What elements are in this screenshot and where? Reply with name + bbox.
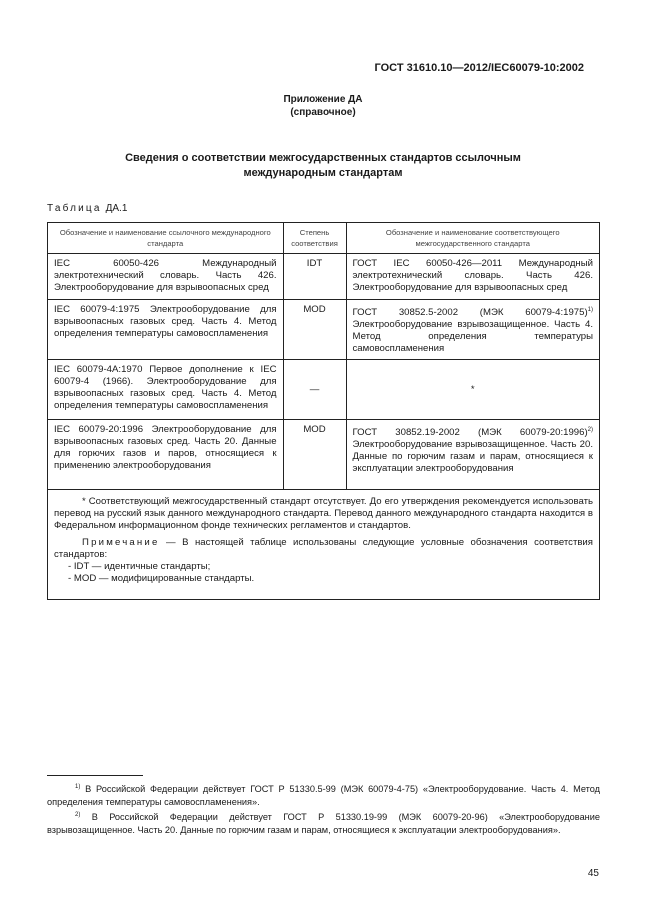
star-note: * Соответствующий межгосударственный стандарт отсутствует. До его утверждения рекомендуется использовать перевод на русский язык данного международного стандарта. Перевод данного международного стандарта находится в Федеральном информационном фонде технических регламентов и стандартов. bbox=[54, 496, 593, 531]
appendix-subtitle: (справочное) bbox=[290, 107, 356, 118]
footnotes bbox=[47, 781, 600, 837]
gost-title: Электрооборудование взрывозащищенное. Часть 20. Данные по горючим газам и парам, относящиеся к эксплуатации электрооборудования bbox=[352, 439, 593, 474]
cell-degree: MOD bbox=[283, 300, 346, 360]
header-intl: Обозначение и наименование ссылочного международного стандарта bbox=[48, 223, 284, 254]
footnote-ref: 2) bbox=[587, 427, 593, 433]
document-header: ГОСТ 31610.10—2012/IEC60079-10:2002 bbox=[374, 62, 584, 74]
table-row bbox=[48, 300, 600, 360]
appendix-title: Приложение ДА bbox=[283, 94, 363, 105]
footnote-mark: 2) bbox=[75, 812, 81, 818]
section-title bbox=[90, 151, 556, 181]
page-number: 45 bbox=[587, 868, 599, 879]
gost-title: Электрооборудование взрывозащищенное. Часть 4. Метод определения температуры самовоспламенения bbox=[352, 319, 593, 354]
footnote-text: В Российской Федерации действует ГОСТ Р 51330.19-99 (МЭК 60079-20-96) «Электрооборудование взрывозащищенное. Часть 20. Данные по горючим газам и парам, относящиеся к эксплуатации электрооборудования». bbox=[47, 812, 600, 835]
cell-intl: IEC 60079-4A:1970 Первое дополнение к IEC 60079-4 (1966). Электрооборудование для взрывоопасных газовых сред. Часть 4. Метод определения температуры самовоспламенения bbox=[48, 360, 284, 420]
table-row bbox=[48, 360, 600, 420]
cell-gost: ГОСТ IEC 60050-426—2011 Международный электротехнический словарь. Часть 426. Электрооборудование для взрывоопасных сред bbox=[346, 254, 600, 300]
table-caption bbox=[47, 203, 127, 214]
correspondence-table bbox=[47, 222, 600, 600]
section-title-line2: международным стандартам bbox=[243, 167, 403, 179]
footnote-text: В Российской Федерации действует ГОСТ Р 51330.5-99 (МЭК 60079-4-75) «Электрооборудование. Часть 4. Метод определения температуры самовоспламенения». bbox=[47, 784, 600, 807]
note-text: — В настоящей таблице использованы следующие условные обозначения соответствия стандартов: bbox=[54, 537, 593, 560]
appendix-heading bbox=[0, 93, 646, 119]
note-item: - IDT — идентичные стандарты; bbox=[68, 561, 211, 572]
cell-intl: IEC 60050-426 Международный электротехнический словарь. Часть 426. Электрооборудование для взрывоопасных сред bbox=[48, 254, 284, 300]
footnote-ref: 1) bbox=[587, 307, 593, 313]
note bbox=[54, 537, 593, 561]
cell-gost bbox=[346, 300, 600, 360]
footnote-divider bbox=[47, 775, 143, 776]
table-header-row bbox=[48, 223, 600, 254]
table-notes bbox=[48, 490, 600, 600]
footnote-mark: 1) bbox=[75, 784, 81, 790]
cell-intl: IEC 60079-4:1975 Электрооборудование для взрывоопасных газовых сред. Часть 4. Метод определения температуры самовоспламенения bbox=[48, 300, 284, 360]
table-row bbox=[48, 254, 600, 300]
cell-degree: IDT bbox=[283, 254, 346, 300]
gost-id: ГОСТ 30852.5-2002 (МЭК 60079-4:1975) bbox=[352, 307, 588, 318]
section-title-line1: Сведения о соответствии межгосударственных стандартов ссылочным bbox=[125, 152, 521, 164]
cell-intl: IEC 60079-20:1996 Электрооборудование для взрывоопасных газовых сред. Часть 20. Данные для горючих газов и паров, относящиеся к применению электрооборудования bbox=[48, 420, 284, 490]
footnote bbox=[47, 781, 600, 809]
caption-id: ДА.1 bbox=[105, 203, 128, 214]
gost-id: ГОСТ 30852.19-2002 (МЭК 60079-20:1996) bbox=[352, 427, 588, 438]
header-gost: Обозначение и наименование соответствующего межгосударственного стандарта bbox=[346, 223, 600, 254]
table-row bbox=[48, 420, 600, 490]
caption-word: Таблица bbox=[47, 203, 102, 214]
cell-gost bbox=[346, 420, 600, 490]
footnote bbox=[47, 809, 600, 837]
header-degree: Степень соответствия bbox=[283, 223, 346, 254]
note-label: Примечание bbox=[82, 537, 160, 548]
cell-degree: — bbox=[283, 360, 346, 420]
table-notes-row bbox=[48, 490, 600, 600]
cell-degree: MOD bbox=[283, 420, 346, 490]
note-item: - MOD — модифицированные стандарты. bbox=[68, 573, 255, 584]
cell-gost: * bbox=[346, 360, 600, 420]
